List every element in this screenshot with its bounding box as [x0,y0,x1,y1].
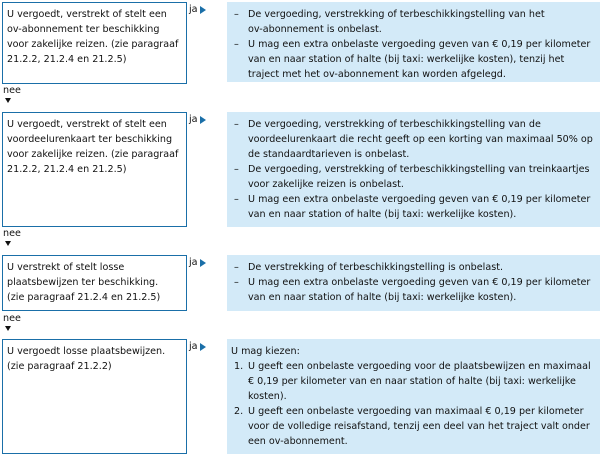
question-box-4 [2,339,187,454]
yes-connector-2 [189,114,206,126]
dash-marker: – [234,119,239,130]
question-4-line-1: U vergoedt losse plaatsbewijzen. [7,346,166,357]
answer-line: van en naar station of halte (bij taxi: werkelijke kosten). [248,209,517,220]
answer-item [231,404,596,449]
yes-label-1: ja [189,4,198,15]
question-2-line-4: 21.2.2, 21.2.4 en 21.2.5) [7,164,127,175]
yes-label-3: ja [189,257,198,268]
answer-item [231,359,596,404]
answer-line: U geeft een onbelaste vergoeding van maximaal € 0,19 per kilometer [248,406,584,417]
question-3-line-2: plaatsbewijzen ter beschikking. [7,277,159,288]
question-3-line-1: U verstrekt of stelt losse [7,262,125,273]
dash-marker: – [234,262,239,273]
answer-line: ov-abonnement is onbelast. [248,24,382,35]
question-box-3 [2,255,187,311]
dash-marker: – [234,194,239,205]
dash-marker: – [234,39,239,50]
number-marker: 1. [234,361,244,372]
answer-line: De verstrekking of terbeschikkingstelling is onbelast. [248,262,504,273]
question-1-line-4: 21.2.2, 21.2.4 en 21.2.5) [7,54,127,65]
answer-item [231,275,596,305]
answer-line: U mag een extra onbelaste vergoeding geven van € 0,19 per kilometer [248,277,591,288]
question-1-line-2: ov-abonnement ter beschikking [7,24,160,35]
arrow-right-icon [200,259,206,267]
question-4-line-2: (zie paragraaf 21.2.2) [7,361,112,372]
arrow-down-icon [5,241,11,246]
number-marker: 2. [234,406,244,417]
answer-line: U mag een extra onbelaste vergoeding geven van € 0,19 per kilometer [248,194,591,205]
no-label-1: nee [3,85,21,96]
answer-line: voor de volledige reisafstand, tenzij een deel van het traject valt onder [248,421,590,432]
arrow-down-icon [5,326,11,331]
question-2-line-1: U vergoedt, verstrekt of stelt een [7,119,167,130]
dash-marker: – [234,9,239,20]
answer-line: kosten). [248,391,287,402]
answer-item [231,7,596,37]
answer-line: U mag een extra onbelaste vergoeding geven van € 0,19 per kilometer [248,39,591,50]
arrow-down-icon [5,98,11,103]
answer-item [231,162,596,192]
question-1-line-1: U vergoedt, verstrekt of stelt een [7,9,167,20]
question-box-2 [2,112,187,227]
answer-item [231,37,596,82]
answer-line: U geeft een onbelaste vergoeding voor de plaatsbewijzen en maximaal [248,361,591,372]
yes-label-2: ja [189,114,198,125]
answer-box-3 [227,255,600,311]
question-2-line-3: voor zakelijke reizen. (zie paragraaf [7,149,179,160]
question-3-line-3: (zie paragraaf 21.2.4 en 21.2.5) [7,292,161,303]
question-2-line-2: voordeelurenkaart ter beschikking [7,134,173,145]
yes-connector-4 [189,341,206,353]
arrow-right-icon [200,116,206,124]
yes-connector-1 [189,4,206,16]
answer-box-2 [227,112,600,227]
question-box-1 [2,2,187,84]
answer-line: een ov-abonnement. [248,436,348,447]
answer-line: traject met het ov-abonnement kan worden afgelegd. [248,69,506,80]
answer-item [231,117,596,162]
answer-line: De vergoeding, verstrekking of terbeschikkingstelling van het [248,9,545,20]
answer-box-4 [227,339,600,454]
no-label-2: nee [3,228,21,239]
yes-connector-3 [189,257,206,269]
answer-line: voordeelurenkaart die recht geeft op een korting van maximaal 50% op [248,134,593,145]
answer-line: voor zakelijke reizen is onbelast. [248,179,404,190]
answer-line: van en naar station of halte (bij taxi: werkelijke kosten). [248,292,517,303]
answer-line: € 0,19 per kilometer van en naar station of halte (bij taxi: werkelijke [248,376,576,387]
answer-item [231,260,596,275]
arrow-right-icon [200,343,206,351]
dash-marker: – [234,164,239,175]
no-label-3: nee [3,313,21,324]
answer-line: de standaardtarieven is onbelast. [248,149,410,160]
yes-label-4: ja [189,341,198,352]
question-1-line-3: voor zakelijke reizen. (zie paragraaf [7,39,179,50]
answer-box-1 [227,2,600,82]
answer-item [231,192,596,222]
answer-intro: U mag kiezen: [231,346,300,357]
answer-line: van en naar station of halte (bij taxi: werkelijke kosten), tenzij het [248,54,565,65]
answer-line: De vergoeding, verstrekking of terbeschikkingstelling van treinkaartjes [248,164,590,175]
arrow-right-icon [200,6,206,14]
dash-marker: – [234,277,239,288]
answer-line: De vergoeding, verstrekking of terbeschikkingstelling van de [248,119,541,130]
